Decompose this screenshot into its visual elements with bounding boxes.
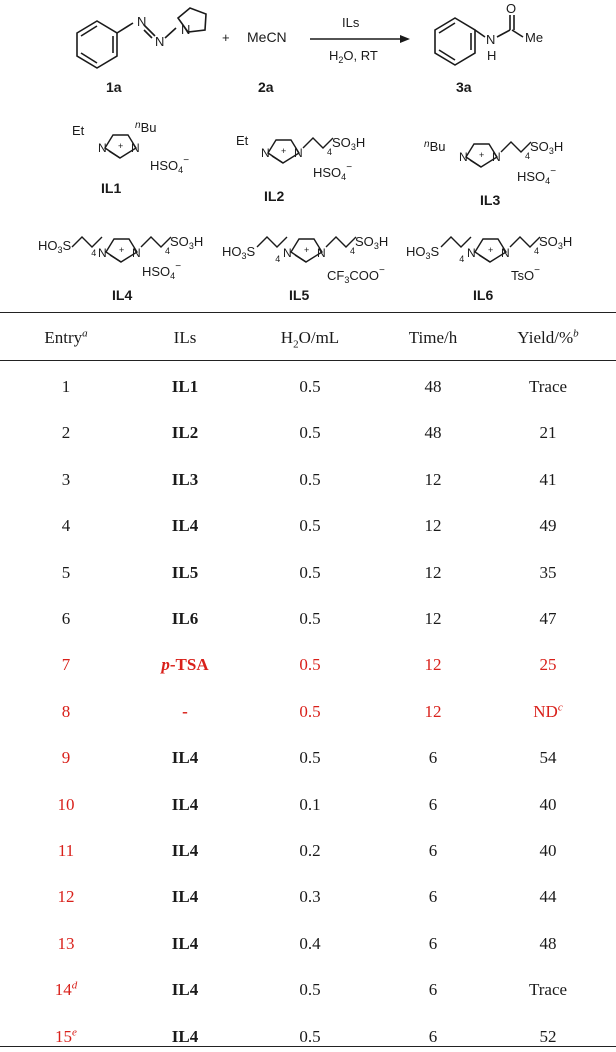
header-time: Time/h	[408, 328, 458, 347]
il3-chain: $_4SO_3H$	[525, 139, 564, 161]
cell-entry: 15e	[55, 1025, 77, 1046]
il5-anion: $CF_3COO^-$	[327, 265, 385, 285]
cell-time: 6	[428, 841, 438, 860]
cell-yield: 49	[539, 516, 557, 536]
cell-yield: Trace	[528, 377, 568, 396]
cell-entry: 10	[57, 794, 75, 814]
il2-chain: $_4SO_3H$	[327, 135, 366, 157]
cell-yield: 25	[539, 655, 557, 675]
cell-time: 48	[424, 423, 442, 443]
cell-il: IL4	[171, 794, 199, 814]
cell-time: 12	[424, 609, 442, 628]
reaction-scheme	[0, 0, 616, 310]
il2-label: IL2	[264, 188, 285, 204]
il3-label: IL3	[480, 192, 501, 208]
il5-n2: N	[317, 246, 326, 260]
reactant-1a-label: 1a	[106, 79, 122, 95]
cell-time: 6	[428, 933, 438, 953]
cell-water: 0.5	[299, 748, 321, 768]
n-atom: N	[181, 22, 191, 37]
cell-yield: 41	[539, 469, 557, 489]
il2-et: Et	[236, 133, 249, 148]
cell-il: IL1	[171, 377, 199, 396]
il1-anion: $HSO_4^-$	[150, 155, 190, 175]
cell-time: 12	[424, 516, 442, 536]
il1-plus: +	[118, 141, 124, 151]
cell-water: 0.1	[299, 794, 321, 814]
il2-n: N	[261, 146, 270, 160]
cell-yield: 40	[539, 794, 557, 814]
il2-plus: +	[281, 146, 287, 156]
cell-time: 12	[424, 469, 442, 489]
cell-entry: 5	[61, 562, 71, 582]
cell-il: IL4	[171, 748, 199, 768]
cell-yield: 40	[539, 841, 557, 860]
cell-il: p-TSA	[161, 655, 209, 675]
cell-yield: 21	[539, 423, 557, 443]
header-water: $H_2O/mL$	[280, 328, 340, 351]
header-ils: ILs	[173, 328, 197, 347]
cell-time: 6	[428, 887, 438, 907]
cell-il: IL2	[171, 423, 199, 443]
il5-chain: $_4SO_3H$	[350, 234, 389, 256]
cell-yield: 54	[539, 748, 557, 768]
header-yield: Yield/%$^b$	[517, 327, 579, 347]
cell-water: 0.5	[299, 377, 321, 396]
cell-il: IL5	[171, 562, 199, 582]
cell-time: 6	[428, 748, 438, 768]
cell-il: -	[182, 701, 188, 721]
product-3a-structure	[435, 15, 523, 65]
product-h: H	[487, 48, 497, 63]
il2-anion: $HSO_4^-$	[313, 162, 353, 182]
il6-plus: +	[488, 245, 494, 255]
cell-water: 0.5	[299, 423, 321, 443]
n-atom: N	[137, 14, 147, 29]
cell-water: 0.4	[299, 933, 321, 953]
il3-n2: N	[492, 150, 501, 164]
il3-plus: +	[479, 150, 485, 160]
il6-chain: $_4SO_3H$	[534, 234, 573, 256]
cell-entry: 7	[61, 655, 71, 675]
reagent-bottom: $H_2O$, RT	[329, 48, 378, 65]
cell-entry: 12	[57, 887, 75, 907]
cell-water: 0.2	[299, 841, 321, 860]
cell-water: 0.5	[299, 562, 321, 582]
il6-n: N	[467, 246, 476, 260]
product-o: O	[506, 1, 517, 16]
cell-yield: 48	[539, 933, 557, 953]
il5-plus: +	[304, 245, 310, 255]
cell-water: 0.5	[299, 1026, 321, 1046]
cell-time: 6	[428, 1026, 438, 1046]
cell-time: 48	[424, 377, 442, 396]
cell-yield: 52	[539, 1026, 557, 1046]
cell-time: 12	[424, 562, 442, 582]
cell-water: 0.5	[299, 516, 321, 536]
cell-yield: 35	[539, 562, 557, 582]
cell-entry: 11	[57, 841, 75, 860]
il1-bu: $^n$Bu	[135, 120, 157, 135]
il6-anion: TsO−	[511, 265, 540, 283]
cell-water: 0.5	[299, 655, 321, 675]
cell-time: 6	[428, 794, 438, 814]
il1-n2: N	[131, 141, 140, 155]
n-atom: N	[155, 34, 165, 49]
cell-time: 6	[428, 980, 438, 1000]
cell-il: IL4	[171, 841, 199, 860]
arrowhead	[400, 35, 410, 43]
il2-n2: N	[294, 146, 303, 160]
cell-il: IL4	[171, 887, 199, 907]
cell-water: 0.5	[299, 609, 321, 628]
il3-bu: $^n$Bu	[424, 139, 446, 154]
cell-water: 0.5	[299, 469, 321, 489]
cell-il: IL6	[171, 609, 199, 628]
cell-entry: 8	[61, 701, 71, 721]
il3-anion: $HSO_4^-$	[517, 166, 557, 186]
cell-il: IL4	[171, 980, 199, 1000]
cell-entry: 13	[57, 933, 75, 953]
il4-anion: $HSO_4^-$	[142, 261, 182, 281]
cell-yield: $ND^c$	[533, 701, 563, 721]
il6-label: IL6	[473, 287, 494, 303]
header-entry: Entry$^a$	[44, 327, 88, 347]
table-header-rule	[0, 360, 616, 361]
il4-label: IL4	[112, 287, 133, 303]
product-me: Me	[525, 30, 544, 45]
il1-n: N	[98, 141, 107, 155]
cell-entry: 1	[61, 377, 71, 396]
cell-yield: 47	[539, 609, 557, 628]
product-3a-label: 3a	[456, 79, 472, 95]
il6-left-chain: $HO_3S$ $_4$	[406, 244, 465, 264]
il1-label: IL1	[101, 180, 122, 196]
cell-yield: 44	[539, 887, 557, 907]
cell-entry: 2	[61, 423, 71, 443]
cell-water: 0.5	[299, 980, 321, 1000]
product-n: N	[486, 32, 496, 47]
il4-n: N	[98, 246, 107, 260]
il4-left-chain: $HO_3S$ $_4$	[38, 238, 97, 258]
il5-label: IL5	[289, 287, 310, 303]
reactant-2a-label: 2a	[258, 79, 274, 95]
cell-il: IL4	[171, 933, 199, 953]
cell-entry: 9	[61, 748, 71, 768]
plus-sign: +	[222, 30, 230, 45]
cell-il: IL3	[171, 469, 199, 489]
cell-entry: 3	[61, 469, 71, 489]
cell-entry: 6	[61, 609, 71, 628]
il3-n: N	[459, 150, 468, 164]
cell-water: 0.3	[299, 887, 321, 907]
il4-n2: N	[132, 246, 141, 260]
cell-yield: Trace	[528, 980, 568, 1000]
table-top-rule	[0, 312, 616, 313]
cell-time: 12	[424, 701, 442, 721]
reagent-top: ILs	[342, 15, 360, 30]
il1-substituents: Et	[72, 123, 85, 138]
cell-time: 12	[424, 655, 442, 675]
cell-entry: 4	[61, 516, 71, 536]
cell-il: IL4	[171, 1026, 199, 1046]
il4-chain: $_4SO_3H$	[165, 234, 204, 256]
cell-entry: 14$^d$	[54, 979, 78, 1000]
cell-il: IL4	[171, 516, 199, 536]
il5-n: N	[283, 246, 292, 260]
il6-n2: N	[501, 246, 510, 260]
cell-water: 0.5	[299, 701, 321, 721]
reactant-2a: MeCN	[247, 29, 287, 45]
il4-plus: +	[119, 245, 125, 255]
il5-left-chain: $HO_3S$ $_4$	[222, 244, 281, 264]
